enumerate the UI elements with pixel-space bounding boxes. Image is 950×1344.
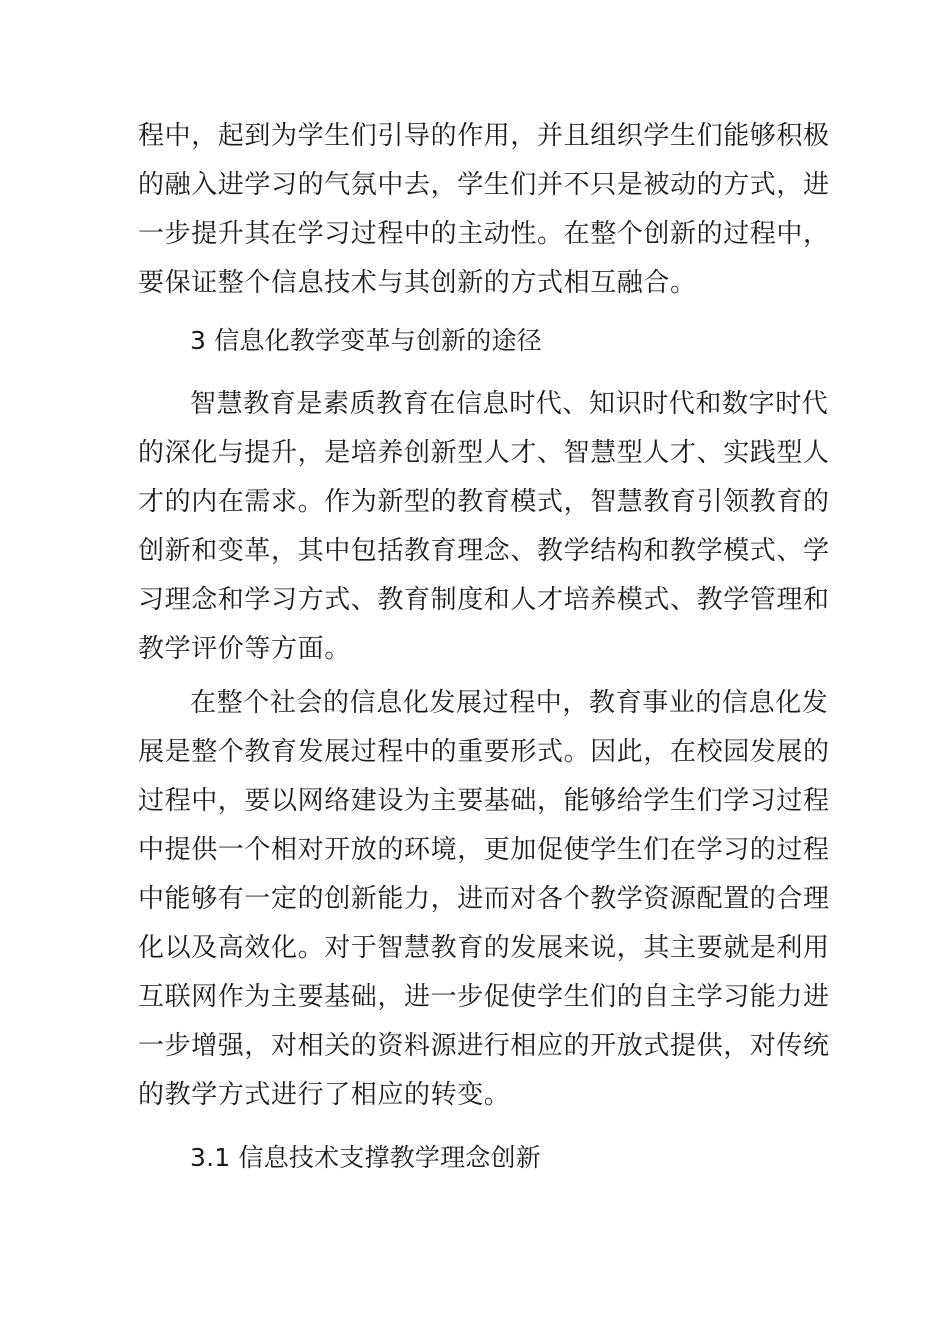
paragraph-line: 展是整个教育发展过程中的重要形式。因此，在校园发展的 bbox=[138, 737, 830, 767]
paragraph-line: 一步提升其在学习过程中的主动性。在整个创新的过程中， bbox=[138, 219, 830, 249]
paragraph-line: 中能够有一定的创新能力，进而对各个教学资源配置的合理 bbox=[138, 884, 830, 914]
paragraph-line: 的教学方式进行了相应的转变。 bbox=[138, 1080, 511, 1110]
section-heading: 3 信息化教学变革与创新的途径 bbox=[190, 326, 542, 355]
paragraph-line: 要保证整个信息技术与其创新的方式相互融合。 bbox=[138, 268, 697, 298]
paragraph-line: 程中，起到为学生们引导的作用，并且组织学生们能够积极 bbox=[138, 121, 830, 151]
paragraph-line: 的融入进学习的气氛中去，学生们并不只是被动的方式，进 bbox=[138, 170, 830, 200]
subsection-heading: 3.1 信息技术支撑教学理念创新 bbox=[190, 1143, 541, 1172]
paragraph-line: 习理念和学习方式、教育制度和人才培养模式、教学管理和 bbox=[138, 585, 830, 615]
paragraph-line: 互联网作为主要基础，进一步促使学生们的自主学习能力进 bbox=[138, 982, 830, 1012]
paragraph-line: 教学评价等方面。 bbox=[138, 634, 351, 664]
paragraph-line: 才的内在需求。作为新型的教育模式，智慧教育引领教育的 bbox=[138, 487, 830, 517]
paragraph-line: 的深化与提升，是培养创新型人才、智慧型人才、实践型人 bbox=[138, 438, 830, 468]
paragraph-line: 过程中，要以网络建设为主要基础，能够给学生们学习过程 bbox=[138, 786, 830, 816]
paragraph-line: 一步增强，对相关的资料源进行相应的开放式提供，对传统 bbox=[138, 1031, 830, 1061]
paragraph-line: 化以及高效化。对于智慧教育的发展来说，其主要就是利用 bbox=[138, 933, 830, 963]
paragraph-line: 智慧教育是素质教育在信息时代、知识时代和数字时代 bbox=[190, 389, 829, 419]
paragraph-line: 在整个社会的信息化发展过程中，教育事业的信息化发 bbox=[190, 688, 829, 718]
paragraph-line: 中提供一个相对开放的环境，更加促使学生们在学习的过程 bbox=[138, 835, 830, 865]
paragraph-line: 创新和变革，其中包括教育理念、教学结构和教学模式、学 bbox=[138, 536, 830, 566]
